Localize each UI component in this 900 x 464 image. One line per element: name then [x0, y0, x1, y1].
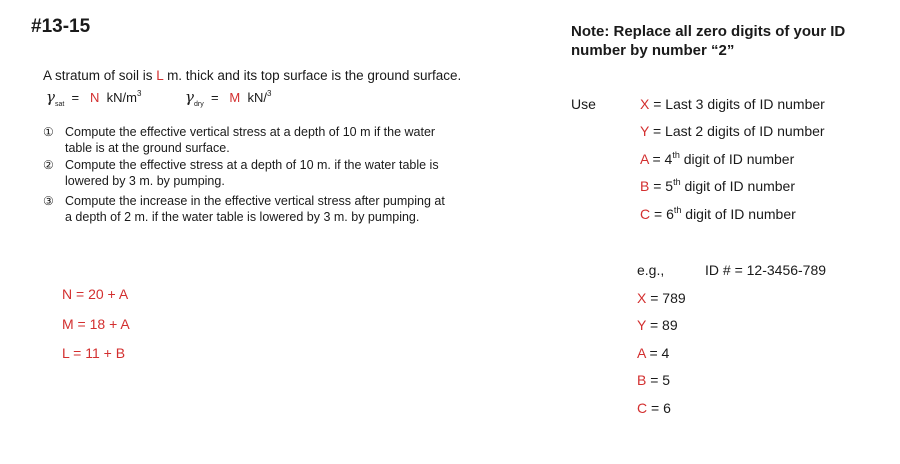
gamma-dry-symbol: γ	[185, 88, 194, 106]
var-desc: = 4	[648, 151, 673, 167]
question-number: ③	[43, 194, 54, 208]
question-text: Compute the increase in the effective vertical stress after pumping at	[65, 194, 445, 208]
var-desc-rest: digit of ID number	[679, 151, 795, 167]
example-var: X	[637, 290, 647, 306]
gamma-dry-var: M	[229, 90, 241, 105]
note-line-1: Note: Replace all zero digits of your ID	[571, 23, 846, 40]
question-text-cont: a depth of 2 m. if the water table is lowered by 3 m. by pumping.	[65, 210, 420, 224]
var-name: X	[640, 96, 650, 112]
var-desc-rest: digit of ID number	[681, 206, 796, 222]
example-x	[637, 290, 686, 306]
gamma-sat-unit: kN/m	[106, 90, 137, 105]
note-line-2: number by number “2”	[571, 42, 735, 59]
gamma-dry-eq: =	[210, 90, 219, 105]
var-name: Y	[640, 123, 650, 139]
example-label: e.g.,	[637, 262, 665, 278]
question-text-cont: table is at the ground surface.	[65, 141, 230, 155]
example-y	[637, 317, 678, 333]
question-2	[43, 157, 439, 189]
example-id: ID # = 12-3456-789	[705, 262, 827, 278]
example-val: = 5	[646, 372, 671, 388]
var-name: A	[640, 151, 649, 167]
example-var: B	[637, 372, 647, 388]
var-desc-rest: digit of ID number	[680, 178, 795, 194]
example-var: Y	[637, 317, 647, 333]
gamma-dry-unit: kN/	[247, 90, 267, 105]
question-text-cont: lowered by 3 m. by pumping.	[65, 174, 225, 188]
intro-var-l: L	[156, 68, 164, 83]
var-c	[640, 206, 796, 222]
gamma-sat-exp: 3	[136, 89, 142, 98]
var-desc: = Last 2 digits of ID number	[649, 123, 825, 139]
gamma-dry	[185, 88, 271, 106]
page-title: #13-15	[31, 16, 91, 37]
var-ordinal: th	[673, 177, 681, 187]
example-val: = 89	[646, 317, 678, 333]
example-var: C	[637, 400, 648, 416]
var-name: C	[640, 206, 651, 222]
example-var: A	[637, 345, 646, 361]
intro-text-a: A stratum of soil is	[43, 68, 157, 83]
formula-l: L = 11 + B	[62, 345, 126, 361]
var-desc: = 5	[649, 178, 674, 194]
example-c	[637, 400, 671, 416]
var-desc: = 6	[650, 206, 674, 222]
intro-text-b: m. thick and its top surface is the ground surface.	[163, 68, 462, 83]
var-desc: = Last 3 digits of ID number	[649, 96, 825, 112]
note-text	[571, 22, 845, 60]
var-name: B	[640, 178, 650, 194]
question-number: ②	[43, 158, 54, 172]
example-val: = 4	[645, 345, 670, 361]
var-a	[640, 151, 794, 167]
gamma-sat	[46, 88, 141, 106]
example-b	[637, 372, 670, 388]
formula-m: M = 18 + A	[62, 316, 130, 332]
problem-intro	[43, 68, 461, 83]
formula-n: N = 20 + A	[62, 286, 129, 302]
gamma-dry-sub: dry	[193, 101, 204, 108]
var-ordinal: th	[672, 150, 680, 160]
var-ordinal: th	[673, 205, 682, 215]
question-3	[43, 193, 445, 225]
gamma-sat-sub: sat	[54, 101, 65, 108]
gamma-sat-var: N	[89, 90, 100, 105]
gamma-sat-eq: =	[71, 90, 80, 105]
question-1	[43, 124, 435, 156]
question-number: ①	[43, 125, 54, 139]
question-text: Compute the effective vertical stress at a depth of 10 m if the water	[65, 125, 436, 139]
gamma-dry-exp: 3	[266, 89, 272, 98]
var-x	[640, 96, 825, 112]
question-text: Compute the effective stress at a depth of 10 m. if the water table is	[65, 158, 439, 172]
example-val: = 6	[647, 400, 671, 416]
var-b	[640, 178, 795, 194]
gamma-sat-symbol: γ	[46, 88, 55, 106]
example-a	[637, 345, 669, 361]
use-label: Use	[571, 96, 596, 112]
var-y	[640, 123, 825, 139]
example-val: = 789	[646, 290, 686, 306]
